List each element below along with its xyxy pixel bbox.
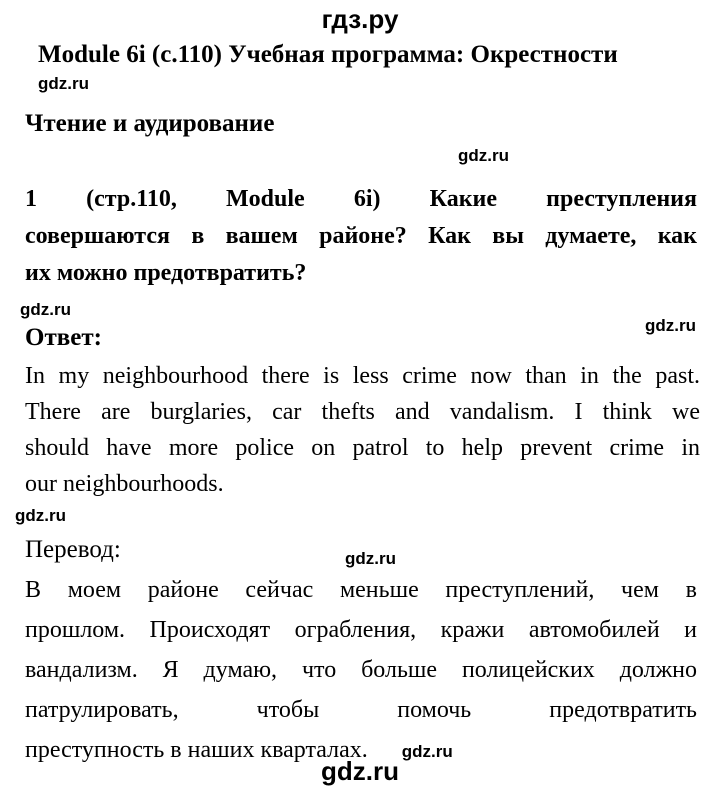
translation-line: патрулировать, чтобы помочь предотвратить — [25, 697, 697, 723]
question-line: совершаются в вашем районе? Как вы думаете, как — [25, 223, 697, 249]
answer-text-english — [25, 358, 700, 502]
site-logo-bottom: gdz.ru — [321, 756, 399, 786]
question-text — [25, 181, 697, 292]
answer-line: There are burglaries, car thefts and vandalism. I think we — [25, 399, 700, 425]
module-title: Module 6i (с.110) Учебная программа: Окрестности — [38, 41, 618, 68]
translation-line: В моем районе сейчас меньше преступлений, чем в — [25, 577, 697, 603]
translation-line-text: преступность в наших кварталах. — [25, 737, 368, 763]
gdz-watermark: gdz.ru — [645, 316, 696, 335]
site-logo-top: гдз.ру — [321, 4, 399, 34]
gdz-watermark: gdz.ru — [38, 74, 89, 93]
answer-line: In my neighbourhood there is less crime now than in the past. — [25, 363, 700, 389]
translation-text-russian — [25, 570, 697, 772]
question-line: 1 (стр.110, Module 6i) Какие преступления — [25, 186, 697, 212]
gdz-watermark: gdz.ru — [458, 146, 509, 165]
gdz-watermark: gdz.ru — [401, 742, 453, 761]
translation-label: Перевод: — [25, 536, 121, 563]
section-title: Чтение и аудирование — [25, 110, 275, 137]
question-line: их можно предотвратить? — [25, 260, 307, 286]
answer-line: our neighbourhoods. — [25, 471, 224, 497]
translation-line: прошлом. Происходят ограбления, кражи автомобилей и — [25, 617, 697, 643]
answer-label: Ответ: — [25, 324, 102, 351]
gdz-watermark: gdz.ru — [15, 506, 66, 525]
translation-line: вандализм. Я думаю, что больше полицейских должно — [25, 657, 697, 683]
gdz-watermark: gdz.ru — [20, 300, 71, 319]
gdz-watermark: gdz.ru — [345, 549, 396, 568]
answer-line: should have more police on patrol to help prevent crime in — [25, 435, 700, 461]
